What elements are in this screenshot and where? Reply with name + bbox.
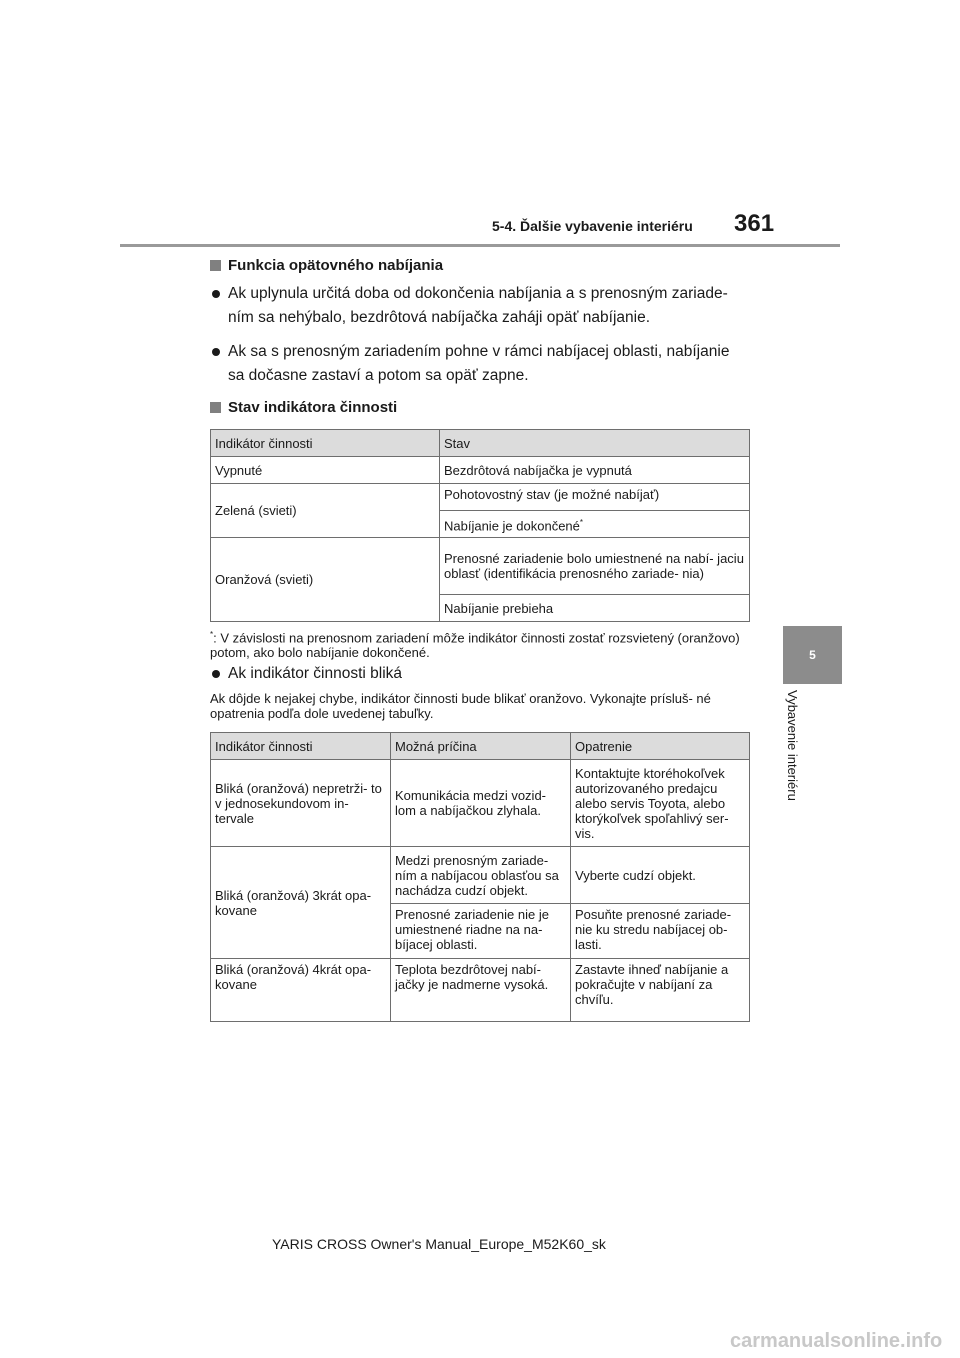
chapter-tab[interactable] — [783, 626, 842, 684]
section-heading-recharge — [210, 254, 750, 276]
table-row — [211, 959, 750, 1022]
bullet-dot-icon — [212, 290, 220, 298]
table-cell: Nabíjanie prebieha — [440, 595, 750, 622]
bullet-item — [210, 282, 750, 330]
column-header: Opatrenie — [571, 733, 750, 760]
cell-text: Nabíjanie je dokončené — [444, 518, 580, 534]
chapter-number: 5 — [809, 648, 816, 662]
square-bullet-icon — [210, 260, 221, 271]
table-cell: Bliká (oranžová) nepretrži- to v jednosekundovom in- tervale — [211, 760, 391, 847]
table-cell: Posuňte prenosné zariade- nie ku stredu nabíjacej ob- lasti. — [571, 904, 750, 959]
table-cell: Bliká (oranžová) 3krát opa- kovane — [211, 847, 391, 959]
table-row — [211, 847, 750, 904]
indicator-status-table — [210, 429, 750, 622]
table-cell: Bliká (oranžová) 4krát opa- kovane — [211, 959, 391, 1022]
page-footer: YARIS CROSS Owner's Manual_Europe_M52K60_sk — [272, 1236, 606, 1252]
table-cell: Prenosné zariadenie nie je umiestnené riadne na na- bíjacej oblasti. — [391, 904, 571, 959]
footnote-mark: * — [210, 630, 214, 639]
square-bullet-icon — [210, 402, 221, 413]
chapter-label-text: Vybavenie interiéru — [785, 690, 800, 801]
section-title: 5-4. Ďalšie vybavenie interiéru — [492, 218, 693, 234]
heading-text: Funkcia opätovného nabíjania — [228, 256, 444, 274]
watermark: carmanualsonline.info — [730, 1330, 943, 1352]
header-divider — [120, 244, 840, 247]
footnote-text: : V závislosti na prenosnom zariadení môže indikátor činnosti zostať rozsvietený (oranžovo) potom, ako bolo nabíjanie dokončené. — [210, 630, 740, 661]
table-cell: Vypnuté — [211, 457, 440, 484]
column-header: Možná príčina — [391, 733, 571, 760]
page-content — [210, 254, 750, 1022]
heading-text: Stav indikátora činnosti — [228, 398, 398, 416]
table-row — [211, 538, 750, 595]
footnote-mark: * — [579, 517, 584, 527]
bullet-text: Ak indikátor činnosti bliká — [228, 665, 403, 683]
column-header: Indikátor činnosti — [211, 733, 391, 760]
table-cell: Komunikácia medzi vozid- lom a nabíjačkou zlyhala. — [391, 760, 571, 847]
table-row — [211, 484, 750, 511]
table-row — [211, 457, 750, 484]
table-cell: Kontaktujte ktoréhokoľvek autorizovaného predajcu alebo servis Toyota, alebo ktorýkoľvek spoľahlivý ser- vis. — [571, 760, 750, 847]
column-header: Stav — [440, 430, 750, 457]
table-cell: Zastavte ihneď nabíjanie a pokračujte v nabíjaní za chvíľu. — [571, 959, 750, 1022]
table-cell: Teplota bezdrôtovej nabí- jačky je nadmerne vysoká. — [391, 959, 571, 1022]
table-header-row — [211, 430, 750, 457]
table-cell: Bezdrôtová nabíjačka je vypnutá — [440, 457, 750, 484]
table-cell: Medzi prenosným zariade- ním a nabíjacou oblasťou sa nachádza cudzí objekt. — [391, 847, 571, 904]
table-cell: Zelená (svieti) — [211, 484, 440, 538]
section-heading-indicator — [210, 396, 750, 418]
bullet-dot-icon — [212, 348, 220, 356]
page-number: 361 — [734, 210, 775, 237]
bullet-dot-icon — [212, 670, 220, 678]
bullet-text: Ak uplynula určitá doba od dokončenia nabíjania a s prenosným zariade- ním sa nehýbalo, bezdrôtová nabíjačka zaháji opäť nabíjanie. — [228, 285, 728, 326]
table-cell: Vyberte cudzí objekt. — [571, 847, 750, 904]
table-cell: Prenosné zariadenie bolo umiestnené na nabí- jaciu oblasť (identifikácia prenosného zariade- nia) — [440, 538, 750, 595]
table-header-row — [211, 733, 750, 760]
paragraph: Ak dôjde k nejakej chybe, indikátor činnosti bude blikať oranžovo. Vykonajte prísluš- né opatrenia podľa dole uvedenej tabuľky. — [210, 691, 711, 722]
footnote — [210, 627, 750, 660]
bullet-text: Ak sa s prenosným zariadením pohne v rámci nabíjacej oblasti, nabíjanie sa dočasne zastaví a potom sa opäť zapne. — [228, 343, 730, 384]
table-cell: Oranžová (svieti) — [211, 538, 440, 622]
table-row — [211, 760, 750, 847]
chapter-label — [784, 690, 804, 830]
blinking-indicator-table — [210, 732, 750, 1022]
bullet-item — [210, 340, 750, 388]
bullet-item — [210, 662, 750, 686]
table-cell — [440, 511, 750, 538]
column-header: Indikátor činnosti — [211, 430, 440, 457]
table-cell: Pohotovostný stav (je možné nabíjať) — [440, 484, 750, 511]
